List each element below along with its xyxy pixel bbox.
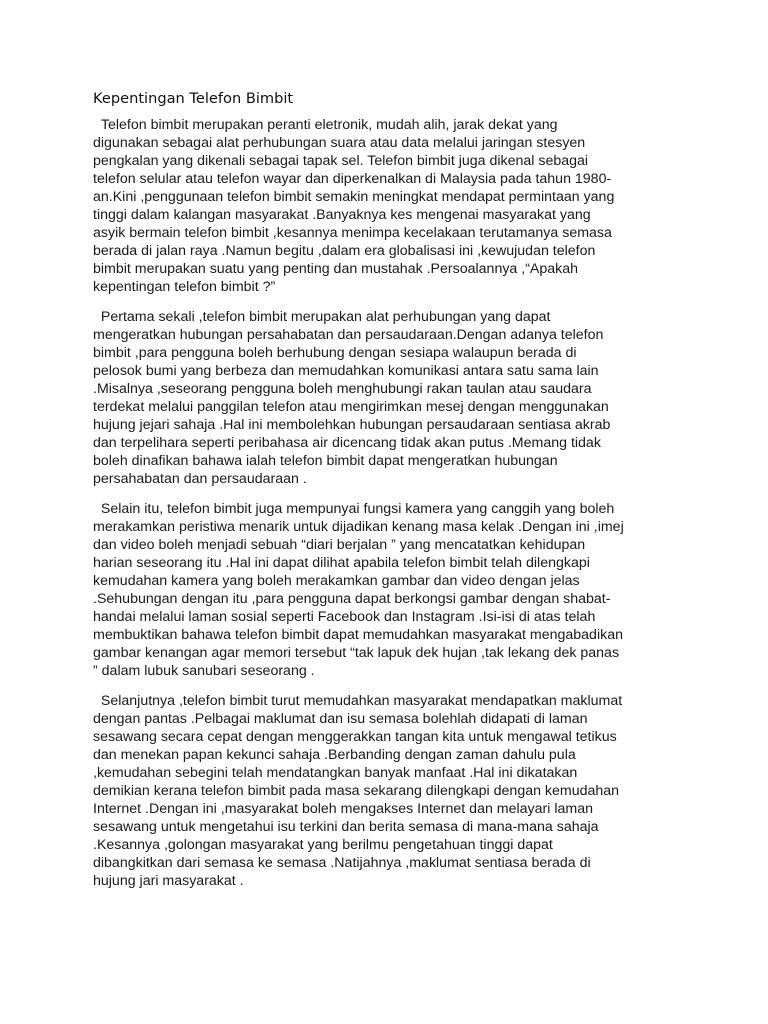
paragraph-line: mengeratkan hubungan persahabatan dan persaudaraan.Dengan adanya telefon <box>93 327 604 343</box>
paragraph-line: hujung jari masyarakat . <box>93 873 244 889</box>
paragraph-line: dan terpelihara seperti peribahasa air dicencang tidak akan putus .Memang tidak <box>93 435 601 451</box>
paragraph-3 <box>93 500 683 680</box>
paragraph-line: Selanjutnya ,telefon bimbit turut memudahkan masyarakat mendapatkan maklumat <box>93 693 623 709</box>
paragraph-line: merakamkan peristiwa menarik untuk dijadikan kenang masa kelak .Dengan ini ,imej <box>93 519 624 535</box>
paragraph-line: hujung jejari sahaja .Hal ini membolehkan hubungan persaudaraan sentiasa akrab <box>93 417 611 433</box>
document-body <box>93 116 683 890</box>
paragraph-line: terdekat melalui panggilan telefon atau mengirimkan mesej dengan menggunakan <box>93 399 609 415</box>
paragraph-line: boleh dinafikan bahawa ialah telefon bimbit dapat mengeratkan hubungan <box>93 453 558 469</box>
paragraph-line: berada di jalan raya .Namun begitu ,dalam era globalisasi ini ,kewujudan telefon <box>93 243 596 259</box>
paragraph-line: Internet .Dengan ini ,masyarakat boleh mengakses Internet dan melayari laman <box>93 801 593 817</box>
paragraph-line: ,kemudahan sebegini telah mendatangkan banyak manfaat .Hal ini dikatakan <box>93 765 578 781</box>
paragraph-line: demikian kerana telefon bimbit pada masa sekarang dilengkapi dengan kemudahan <box>93 783 620 799</box>
paragraph-line: persahabatan dan persaudaraan . <box>93 471 307 487</box>
paragraph-line: kepentingan telefon bimbit ?” <box>93 279 276 295</box>
paragraph-line: telefon selular atau telefon wayar dan diperkenalkan di Malaysia pada tahun 1980- <box>93 171 612 187</box>
document-page <box>93 88 683 902</box>
paragraph-line: bimbit ,para pengguna boleh berhubung dengan sesiapa walaupun berada di <box>93 345 577 361</box>
paragraph-line: an.Kini ,penggunaan telefon bimbit semakin meningkat mendapat permintaan yang <box>93 189 615 205</box>
paragraph-line: dengan pantas .Pelbagai maklumat dan isu semasa bolehlah didapati di laman <box>93 711 588 727</box>
paragraph-line: Telefon bimbit merupakan peranti eletronik, mudah alih, jarak dekat yang <box>93 117 558 133</box>
paragraph-line: bimbit merupakan suatu yang penting dan mustahak .Persoalannya ,“Apakah <box>93 261 579 277</box>
paragraph-line: asyik bermain telefon bimbit ,kesannya menimpa kecelakaan terutamanya semasa <box>93 225 612 241</box>
paragraph-line: pelosok bumi yang berbeza dan memudahkan komunikasi antara satu sama lain <box>93 363 599 379</box>
paragraph-line: sesawang untuk mengetahui isu terkini dan berita semasa di mana-mana sahaja <box>93 819 599 835</box>
paragraph-line: membuktikan bahawa telefon bimbit dapat memudahkan masyarakat mengabadikan <box>93 627 623 643</box>
document-title: Kepentingan Telefon Bimbit <box>93 90 294 107</box>
paragraph-line: digunakan sebagai alat perhubungan suara atau data melalui jaringan stesyen <box>93 135 586 151</box>
paragraph-line: .Kesannya ,golongan masyarakat yang berilmu pengetahuan tinggi dapat <box>93 837 553 853</box>
paragraph-line: dan menekan papan kekunci sahaja .Berbanding dengan zaman dahulu pula <box>93 747 576 763</box>
paragraph-line: tinggi dalam kalangan masyarakat .Banyaknya kes mengenai masyarakat yang <box>93 207 591 223</box>
paragraph-line: harian seseorang itu .Hal ini dapat dilihat apabila telefon bimbit telah dilengkapi <box>93 555 590 571</box>
paragraph-4 <box>93 692 683 890</box>
paragraph-line: kemudahan kamera yang boleh merakamkan gambar dan video dengan jelas <box>93 573 580 589</box>
paragraph-line: dan video boleh menjadi sebuah “diari berjalan ” yang mencatatkan kehidupan <box>93 537 586 553</box>
paragraph-2 <box>93 308 683 488</box>
paragraph-line: ” dalam lubuk sanubari seseorang . <box>93 663 315 679</box>
paragraph-line: Pertama sekali ,telefon bimbit merupakan alat perhubungan yang dapat <box>93 309 551 325</box>
paragraph-line: handai melalui laman sosial seperti Facebook dan Instagram .Isi-isi di atas telah <box>93 609 596 625</box>
paragraph-line: .Misalnya ,seseorang pengguna boleh menghubungi rakan taulan atau saudara <box>93 381 592 397</box>
paragraph-line: dibangkitkan dari semasa ke semasa .Natijahnya ,maklumat sentiasa berada di <box>93 855 591 871</box>
paragraph-line: pengkalan yang dikenali sebagai tapak sel. Telefon bimbit juga dikenal sebagai <box>93 153 589 169</box>
paragraph-line: Selain itu, telefon bimbit juga mempunyai fungsi kamera yang canggih yang boleh <box>93 501 615 517</box>
paragraph-line: sesawang secara cepat dengan menggerakkan tangan kita untuk mengawal tetikus <box>93 729 617 745</box>
paragraph-1 <box>93 116 683 296</box>
paragraph-line: .Sehubungan dengan itu ,para pengguna dapat berkongsi gambar dengan shabat- <box>93 591 611 607</box>
paragraph-line: gambar kenangan agar memori tersebut “tak lapuk dek hujan ,tak lekang dek panas <box>93 645 620 661</box>
